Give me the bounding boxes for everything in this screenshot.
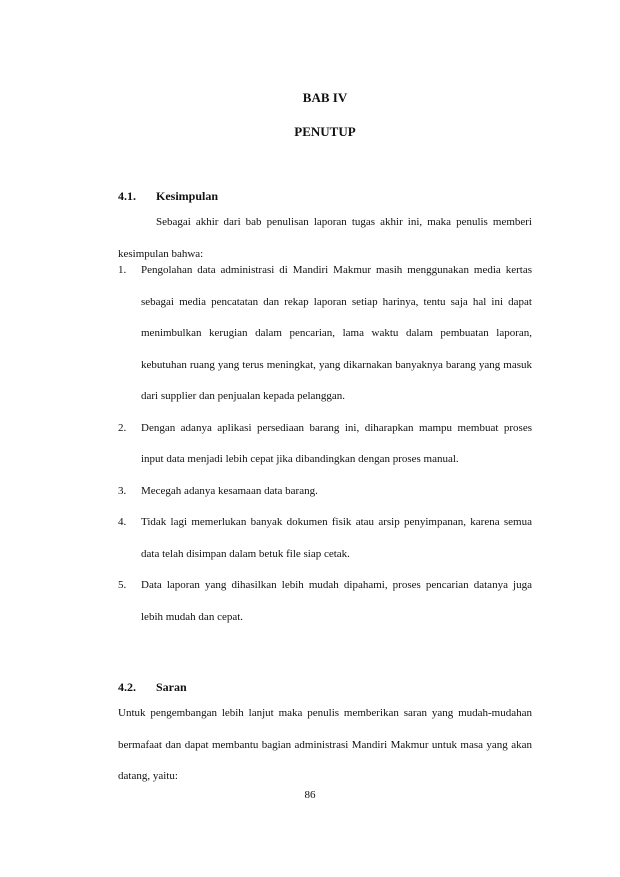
chapter-title: PENUTUP bbox=[294, 124, 356, 139]
list-number: 4. bbox=[118, 516, 127, 528]
list-item bbox=[118, 255, 532, 413]
chapter-number: BAB IV bbox=[302, 90, 348, 105]
section-title: Saran bbox=[156, 680, 187, 694]
section-heading-kesimpulan bbox=[118, 188, 218, 204]
section-number: 4.1. bbox=[118, 189, 136, 203]
section-number: 4.2. bbox=[118, 680, 136, 694]
list-number: 3. bbox=[118, 484, 127, 497]
intro-paragraph: Sebagai akhir dari bab penulisan laporan tugas akhir ini, maka penulis memberi kesimpulan bahwa: bbox=[118, 216, 532, 260]
list-item bbox=[118, 507, 532, 570]
section-heading-saran bbox=[118, 679, 187, 695]
section-title: Kesimpulan bbox=[156, 189, 219, 203]
suggestion-paragraph: Untuk pengembangan lebih lanjut maka penulis memberikan saran yang mudah-mudahan bermafaat dan dapat membantu bagian administrasi Mandiri Makmur untuk masa yang akan datang, yaitu: bbox=[118, 707, 532, 782]
list-text: Dengan adanya aplikasi persediaan barang ini, diharapkan mampu membuat proses input data menjadi lebih cepat jika dibandingkan dengan proses manual. bbox=[141, 421, 532, 465]
conclusion-list bbox=[118, 255, 532, 633]
page-number: 86 bbox=[304, 789, 316, 801]
list-text: Data laporan yang dihasilkan lebih mudah dipahami, proses pencarian datanya juga lebih mudah dan cepat. bbox=[141, 579, 532, 623]
list-number: 2. bbox=[118, 421, 127, 434]
list-item bbox=[118, 476, 532, 508]
list-item bbox=[118, 413, 532, 476]
list-text: Mecegah adanya kesamaan data barang. bbox=[141, 484, 318, 497]
list-text: Tidak lagi memerlukan banyak dokumen fisik atau arsip penyimpanan, karena semua data telah disimpan dalam betuk file siap cetak. bbox=[141, 516, 532, 560]
list-number: 1. bbox=[118, 264, 127, 276]
list-item bbox=[118, 570, 532, 633]
list-number: 5. bbox=[118, 579, 127, 591]
list-text: Pengolahan data administrasi di Mandiri Makmur masih menggunakan media kertas sebagai media pencatatan dan rekap laporan setiap harinya, tentu saja hal ini dapat menimbulkan kerugian dalam pencarian, lama waktu dalam pembuatan laporan, kebutuhan ruang yang terus meningkat, yang dikarnakan banyaknya barang yang masuk dari supplier dan penjualan kepada pelanggan. bbox=[141, 264, 532, 402]
